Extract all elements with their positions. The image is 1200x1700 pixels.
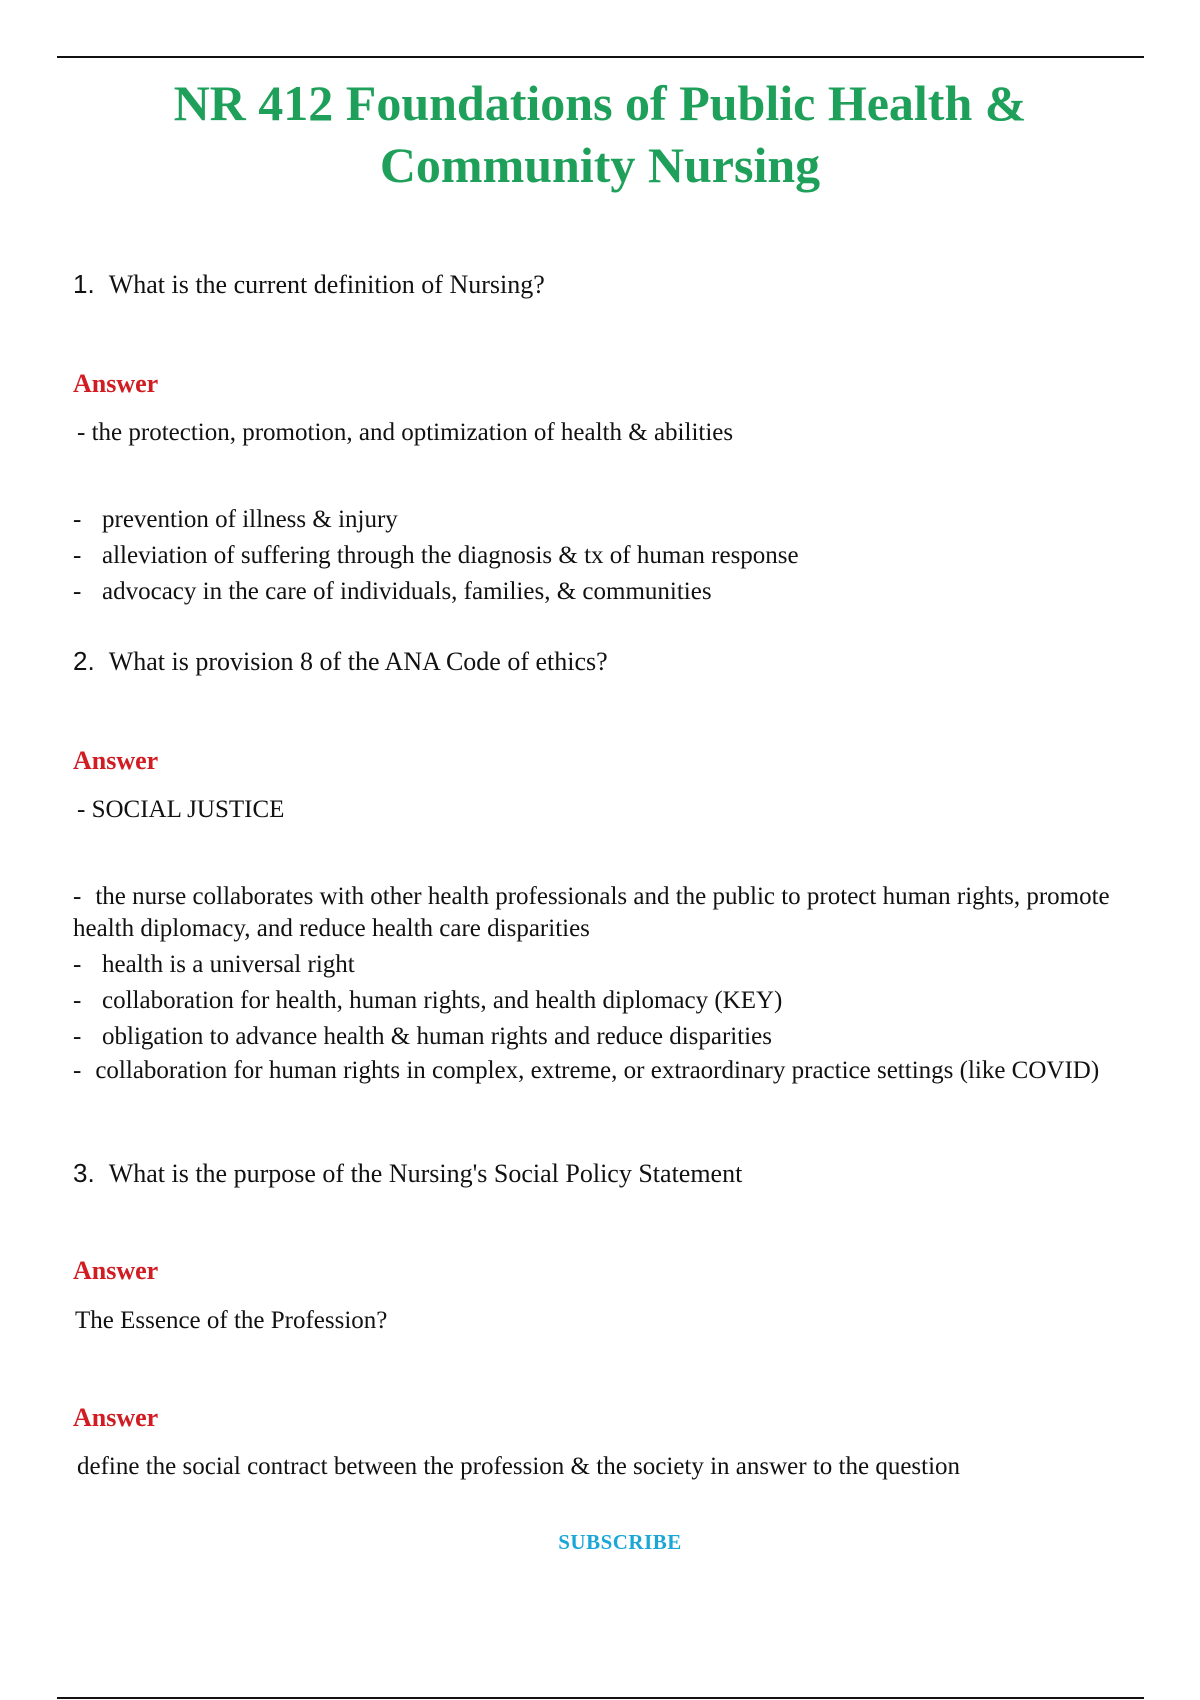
question-text: What is the current definition of Nursing? [108,270,545,299]
list-item: - advocacy in the care of individuals, families, & communities [73,578,712,605]
subscribe-link[interactable]: SUBSCRIBE [558,1530,682,1554]
answer-text: define the social contract between the profession & the society in answer to the question [77,1453,961,1480]
answer-label: Answer [73,369,159,398]
answer-lead: - the protection, promotion, and optimization of health & abilities [77,419,734,446]
question-number: 2. [73,646,95,676]
list-item: - collaboration for human rights in complex, extreme, or extraordinary practice settings (like COVID) [73,1057,1100,1084]
list-item: - health is a universal right [73,951,355,978]
question-2 [73,645,608,678]
answer-label: Answer [73,746,159,775]
question-3 [73,1157,742,1190]
answer-label: Answer [73,1403,159,1432]
list-item: - the nurse collaborates with other health professionals and the public to protect human rights, promote health diplomacy, and reduce health care disparities [73,883,1110,942]
document-title: NR 412 Foundations of Public Health & Community Nursing [173,75,1027,193]
top-rule [57,56,1144,58]
question-1 [73,268,545,301]
bullet-list [73,502,1145,610]
answer-text: The Essence of the Profession? [75,1307,388,1334]
question-text: What is the purpose of the Nursing's Social Policy Statement [108,1159,743,1188]
answer-label: Answer [73,1256,159,1285]
question-number: 1. [73,269,95,299]
question-number: 3. [73,1158,95,1188]
list-item: - obligation to advance health & human rights and reduce disparities [73,1023,772,1050]
question-text: What is provision 8 of the ANA Code of ethics? [108,647,608,676]
bottom-rule [57,1697,1144,1699]
list-item: - prevention of illness & injury [73,506,398,533]
bullet-list [73,881,1145,1087]
list-item: - alleviation of suffering through the diagnosis & tx of human response [73,542,799,569]
answer-lead: - SOCIAL JUSTICE [77,796,285,823]
list-item: - collaboration for health, human rights, and health diplomacy (KEY) [73,987,783,1014]
